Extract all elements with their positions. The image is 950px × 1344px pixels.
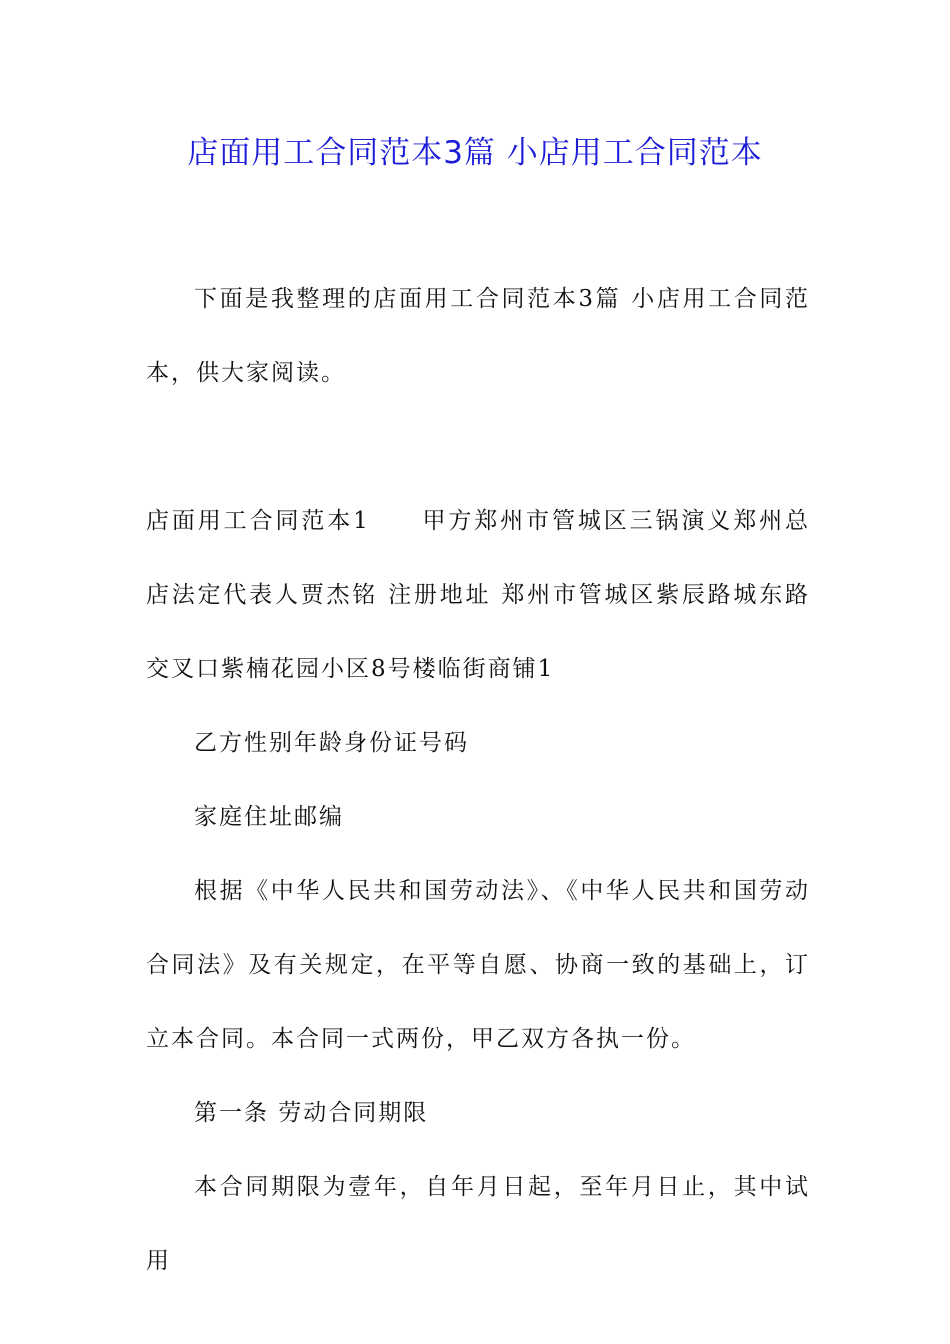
legal-basis-paragraph: 根据《中华人民共和国劳动法》、《中华人民共和国劳动合同法》及有关规定，在平等自愿、协商一致的基础上，订立本合同。本合同一式两份，甲乙双方各执一份。: [146, 878, 810, 1052]
contract-header-paragraph: 店面用工合同范本1 甲方郑州市管城区三锅演义郑州总店法定代表人贾杰铭 注册地址 郑州市管城区紫辰路城东路交叉口紫楠花园小区8号楼临街商铺1: [146, 508, 810, 682]
document-title: 店面用工合同范本3篇 小店用工合同范本: [187, 135, 763, 171]
article-one-heading: 第一条 劳动合同期限: [194, 1100, 429, 1126]
address-paragraph: 家庭住址邮编: [194, 804, 344, 830]
intro-paragraph: 下面是我整理的店面用工合同范本3篇 小店用工合同范本，供大家阅读。: [146, 286, 810, 386]
party-b-paragraph: 乙方性别年龄身份证号码: [194, 730, 469, 756]
contract-term-paragraph: 本合同期限为壹年，自年月日起，至年月日止，其中试用: [146, 1174, 810, 1274]
document-body: [146, 262, 810, 1298]
